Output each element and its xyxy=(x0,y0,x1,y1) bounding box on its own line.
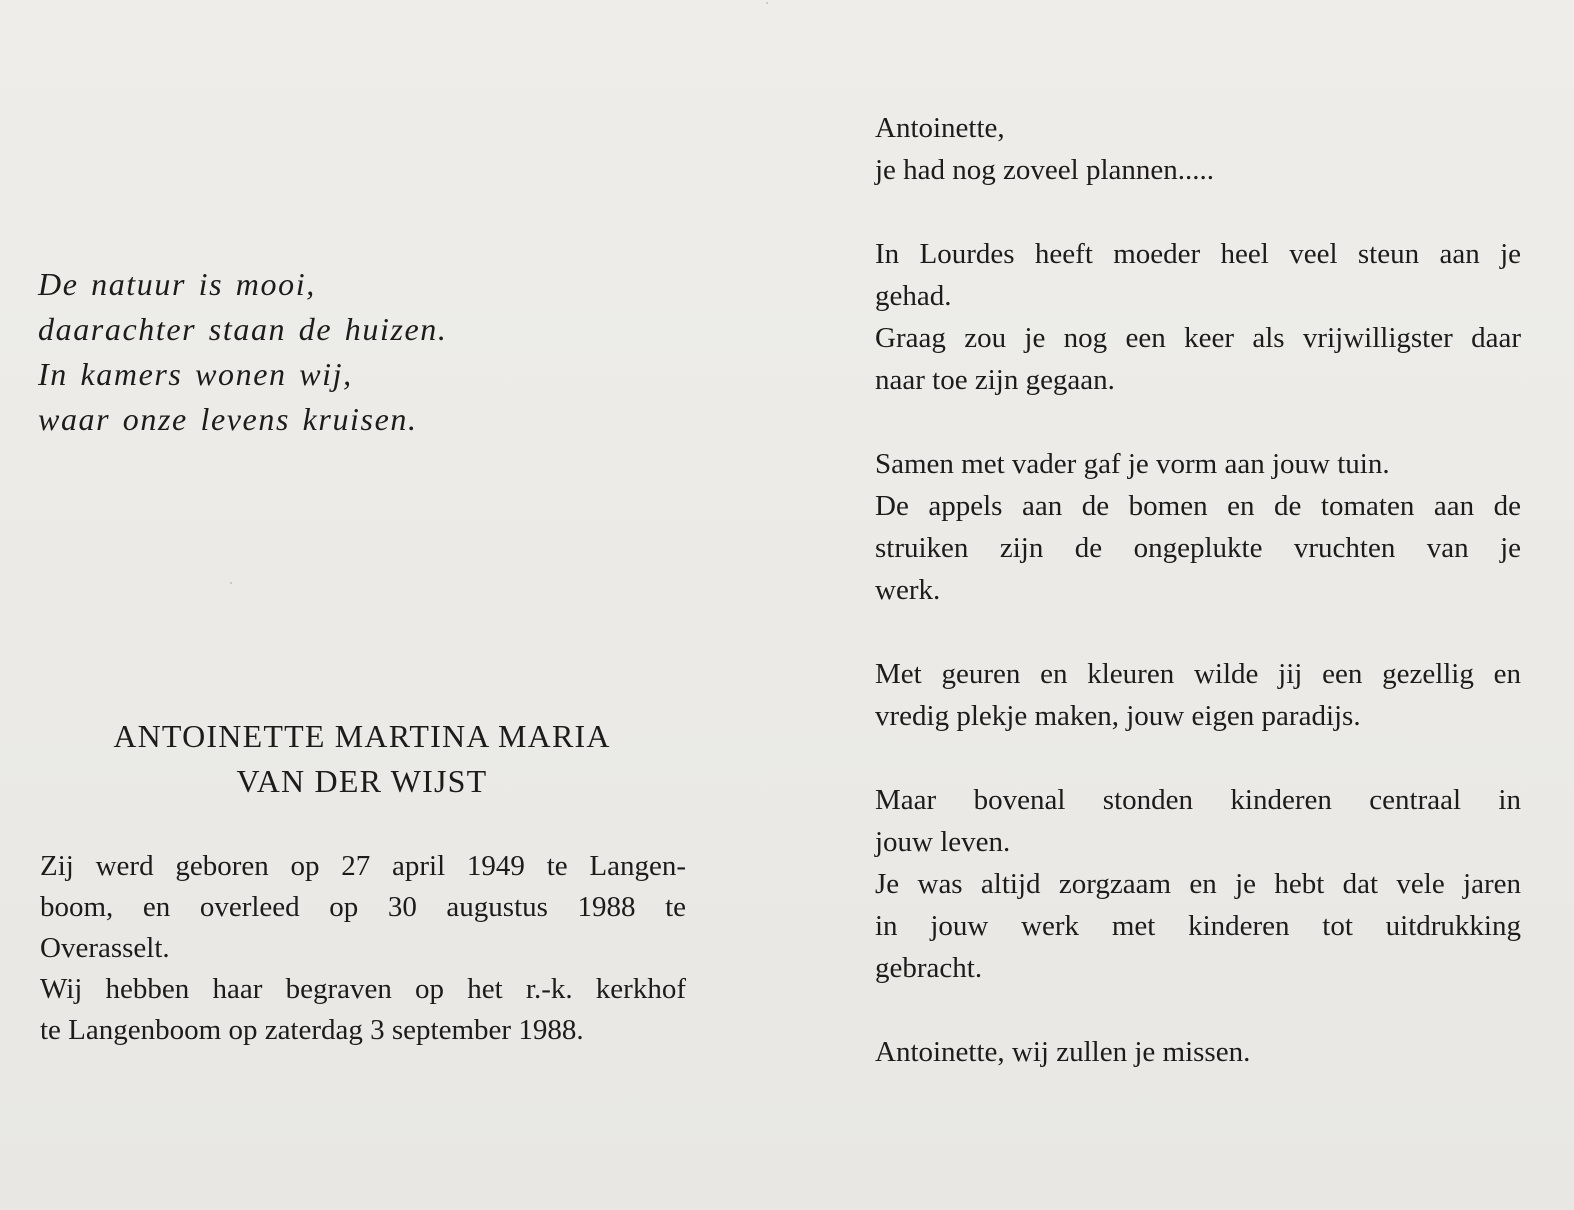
biography-line: Wij hebben haar begraven op het r.-k. kerkhof xyxy=(40,973,686,1005)
verse-line: daarachter staan de huizen. xyxy=(38,311,448,347)
verse-line: In kamers wonen wij, xyxy=(38,356,353,392)
deceased-name-line: ANTOINETTE MARTINA MARIA xyxy=(113,718,611,754)
biography-line: te Langenboom op zaterdag 3 september 1988. xyxy=(40,1014,584,1046)
biography-line: Overasselt. xyxy=(40,932,170,964)
tribute-paragraph xyxy=(875,317,1521,401)
tribute-line: struiken zijn de ongeplukte vruchten van je xyxy=(875,532,1521,564)
tribute-line: jouw leven. xyxy=(875,826,1011,858)
tribute-line: De appels aan de bomen en de tomaten aan de xyxy=(875,490,1521,522)
deceased-surname-line: VAN DER WIJST xyxy=(236,763,488,799)
deceased-name xyxy=(40,714,684,804)
tribute-paragraph xyxy=(875,443,1521,611)
tribute-paragraph xyxy=(875,1031,1521,1073)
tribute-line: gehad. xyxy=(875,280,952,312)
tribute-paragraph xyxy=(875,107,1521,191)
tribute-line: Graag zou je nog een keer als vrijwilligster daar xyxy=(875,322,1521,354)
tribute-paragraph xyxy=(875,863,1521,989)
paper-speck xyxy=(766,2,768,4)
tribute-text xyxy=(875,107,1521,1073)
tribute-line: Met geuren en kleuren wilde jij een gezellig en xyxy=(875,658,1521,690)
tribute-line: je had nog zoveel plannen..... xyxy=(875,154,1215,186)
verse-line: De natuur is mooi, xyxy=(38,266,316,302)
tribute-line: werk. xyxy=(875,574,941,606)
biography-text xyxy=(40,846,686,1051)
memorial-verse xyxy=(38,262,558,442)
tribute-line: Samen met vader gaf je vorm aan jouw tuin. xyxy=(875,448,1390,480)
tribute-paragraph xyxy=(875,779,1521,863)
biography-line: boom, en overleed op 30 augustus 1988 te xyxy=(40,891,686,923)
tribute-line: Je was altijd zorgzaam en je hebt dat vele jaren xyxy=(875,868,1521,900)
tribute-line: Maar bovenal stonden kinderen centraal in xyxy=(875,784,1521,816)
tribute-line: gebracht. xyxy=(875,952,983,984)
tribute-line: In Lourdes heeft moeder heel veel steun aan je xyxy=(875,238,1521,270)
tribute-line: Antoinette, wij zullen je missen. xyxy=(875,1036,1251,1068)
verse-line: waar onze levens kruisen. xyxy=(38,401,418,437)
tribute-line: in jouw werk met kinderen tot uitdrukking xyxy=(875,910,1521,942)
tribute-paragraph xyxy=(875,233,1521,317)
tribute-line: vredig plekje maken, jouw eigen paradijs. xyxy=(875,700,1361,732)
tribute-line: Antoinette, xyxy=(875,112,1005,144)
paper-speck xyxy=(230,582,232,584)
tribute-paragraph xyxy=(875,653,1521,737)
biography-line: Zij werd geboren op 27 april 1949 te Langen- xyxy=(40,850,686,882)
tribute-line: naar toe zijn gegaan. xyxy=(875,364,1115,396)
